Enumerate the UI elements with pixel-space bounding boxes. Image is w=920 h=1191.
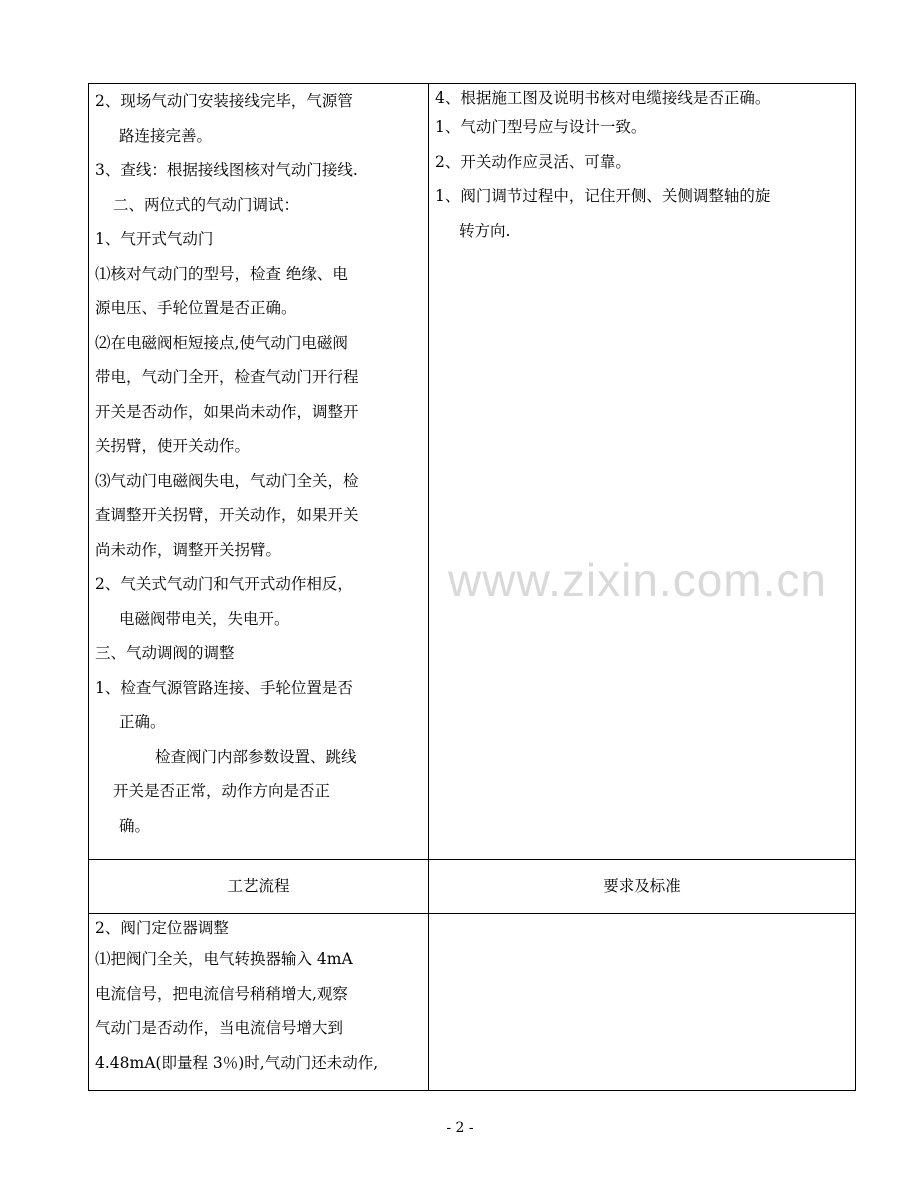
text-line: 3、查线：根据接线图核对气动门接线. (95, 161, 358, 179)
right-cell-requirements (429, 914, 856, 1091)
section-heading: 三、气动调阀的调整 (95, 644, 235, 662)
left-cell-steps (89, 84, 429, 860)
text-line: ⑴把阀门全关，电气转换器输入 4mA (95, 950, 353, 968)
watermark: www.zixin.com.cn (448, 554, 827, 606)
text-line: 确。 (119, 816, 151, 835)
text-line: 电磁阀带电关，失电开。 (119, 609, 290, 628)
text-line: 气动门是否动作，当电流信号增大到 (95, 1019, 344, 1037)
page-number: - 2 - (446, 1120, 474, 1136)
section-heading: 二、两位式的气动门调试： (113, 195, 300, 214)
text-line: 2、现场气动门安装接线完毕，气源管 (95, 92, 353, 110)
text-line: 转方向. (459, 221, 511, 240)
text-line: 关拐臂，使开关动作。 (95, 437, 251, 455)
text-line: 4.48mA(即量程 3％)时,气动门还未动作, (95, 1053, 379, 1072)
text-line: 开关是否动作，如果尚未动作，调整开 (95, 402, 359, 421)
text-line: ⑴核对气动门的型号，检查 绝缘、电 (95, 264, 348, 283)
table-header-row (89, 860, 856, 914)
text-line: 路连接完善。 (119, 126, 213, 145)
right-cell-requirements (429, 84, 856, 860)
text-line: 源电压、手轮位置是否正确。 (95, 299, 297, 317)
text-line: 尚未动作，调整开关拐臂。 (95, 540, 282, 559)
text-line: 查调整开关拐臂，开关动作，如果开关 (95, 506, 359, 524)
text-line: 2、开关动作应灵活、可靠。 (435, 152, 631, 171)
text-line: 带电，气动门全开，检查气动门开行程 (95, 368, 359, 386)
table-row-content (89, 914, 856, 1091)
text-line: ⑵在电磁阀柜短接点,使气动门电磁阀 (95, 333, 348, 352)
text-line: 1、气动门型号应与设计一致。 (435, 118, 647, 136)
text-line: 电流信号，把电流信号稍稍增大,观察 (95, 984, 348, 1003)
text-line: 1、检查气源管路连接、手轮位置是否 (95, 678, 353, 697)
table-row-content (89, 84, 856, 860)
text-line: 2、气关式气动门和气开式动作相反， (95, 575, 353, 593)
text-line: 检查阀门内部参数设置、跳线 (155, 747, 357, 766)
text-line: 正确。 (119, 713, 166, 731)
text-line: ⑶气动门电磁阀失电，气动门全关，检 (95, 471, 359, 490)
text-line: 4、根据施工图及说明书核对电缆接线是否正确。 (435, 89, 771, 107)
text-line: 1、阀门调节过程中，记住开侧、关侧调整轴的旋 (435, 187, 771, 205)
text-line: 开关是否正常，动作方向是否正 (113, 782, 331, 800)
text-line: 2、阀门定位器调整 (95, 919, 229, 937)
left-cell-steps (89, 914, 429, 1091)
text-line: 1、气开式气动门 (95, 230, 214, 248)
header-process: 工艺流程 (89, 860, 429, 914)
header-requirements: 要求及标准 (429, 860, 856, 914)
